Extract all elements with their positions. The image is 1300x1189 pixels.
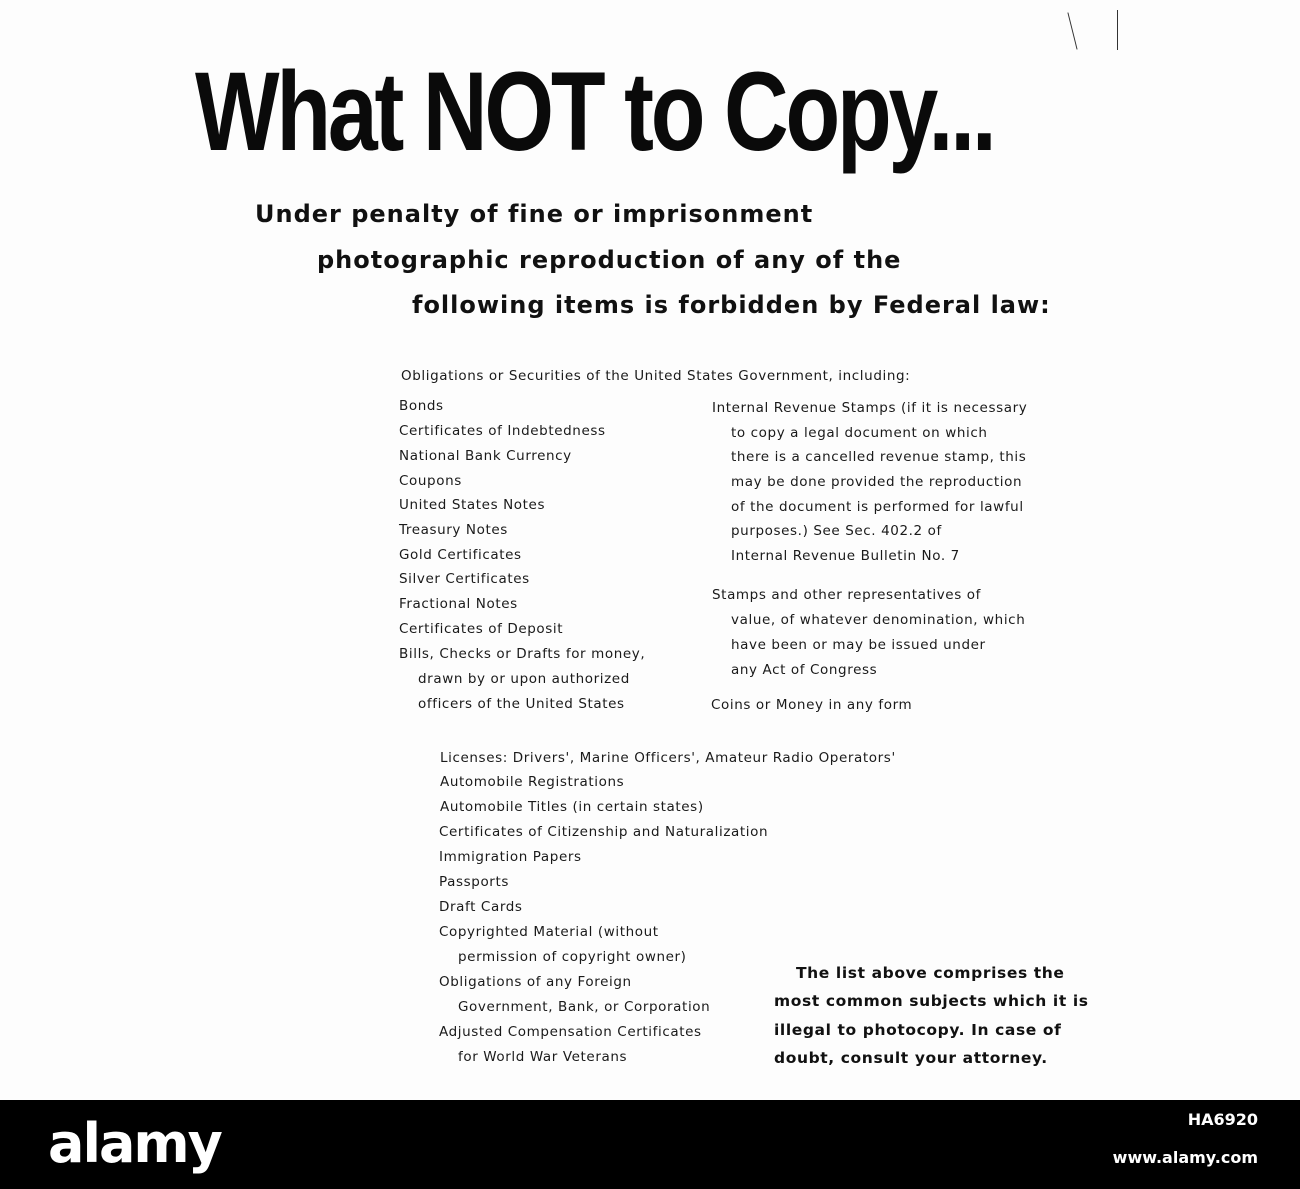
list-item-continuation: to copy a legal document on which xyxy=(731,425,988,441)
list-item-continuation: officers of the United States xyxy=(418,696,625,712)
note-line: most common subjects which it is xyxy=(774,992,1089,1010)
list-item: Certificates of Indebtedness xyxy=(399,423,606,439)
list-item: Obligations of any Foreign xyxy=(439,974,632,990)
site-url-label: www.alamy.com xyxy=(1112,1148,1258,1167)
list-item: Passports xyxy=(439,874,509,890)
list-item: Gold Certificates xyxy=(399,547,522,563)
image-id-label: HA6920 xyxy=(1187,1110,1258,1129)
list-item: Immigration Papers xyxy=(439,849,582,865)
list-item: Bonds xyxy=(399,398,444,414)
scratch-mark xyxy=(1067,12,1077,49)
list-item-continuation: have been or may be issued under xyxy=(731,637,986,653)
list-item-continuation: there is a cancelled revenue stamp, this xyxy=(731,449,1027,465)
list-item: Certificates of Citizenship and Naturalization xyxy=(439,824,769,840)
list-item: Draft Cards xyxy=(439,899,523,915)
note-line: illegal to photocopy. In case of xyxy=(774,1021,1062,1039)
list-item: National Bank Currency xyxy=(399,448,572,464)
note-line: The list above comprises the xyxy=(796,964,1065,982)
list-item: Automobile Titles (in certain states) xyxy=(440,799,704,815)
list-item: Coins or Money in any form xyxy=(711,697,913,713)
list-item: Silver Certificates xyxy=(399,571,530,587)
list-item-continuation: purposes.) See Sec. 402.2 of xyxy=(731,523,942,539)
list-item: Coupons xyxy=(399,473,462,489)
list-item-continuation: any Act of Congress xyxy=(731,662,878,678)
list-item: Internal Revenue Stamps (if it is necessary xyxy=(712,400,1028,416)
note-line: doubt, consult your attorney. xyxy=(774,1049,1048,1067)
watermark-footer xyxy=(0,1100,1300,1189)
list-item: Copyrighted Material (without xyxy=(439,924,659,940)
list-item-continuation: value, of whatever denomination, which xyxy=(731,612,1026,628)
list-item: Automobile Registrations xyxy=(440,774,625,790)
scratch-mark xyxy=(1117,10,1118,50)
list-item: Fractional Notes xyxy=(399,596,518,612)
list-item-continuation: permission of copyright owner) xyxy=(458,949,687,965)
list-item-continuation: Government, Bank, or Corporation xyxy=(458,999,711,1015)
list-item-continuation: of the document is performed for lawful xyxy=(731,499,1024,515)
list-item: Stamps and other representatives of xyxy=(712,587,981,603)
intro-text: Obligations or Securities of the United States Government, including: xyxy=(401,368,911,384)
list-item: Licenses: Drivers', Marine Officers', Amateur Radio Operators' xyxy=(440,750,896,766)
subtitle-line: Under penalty of fine or imprisonment xyxy=(255,200,814,228)
list-item: Treasury Notes xyxy=(399,522,508,538)
list-item: United States Notes xyxy=(399,497,546,513)
list-item: Adjusted Compensation Certificates xyxy=(439,1024,702,1040)
list-item: Certificates of Deposit xyxy=(399,621,564,637)
subtitle-line: following items is forbidden by Federal law: xyxy=(412,291,1051,319)
list-item-continuation: may be done provided the reproduction xyxy=(731,474,1023,490)
subtitle-line: photographic reproduction of any of the xyxy=(317,246,902,274)
page-title: What NOT to Copy... xyxy=(195,49,994,174)
brand-logo: alamy xyxy=(48,1112,221,1175)
list-item-continuation: drawn by or upon authorized xyxy=(418,671,630,687)
list-item-continuation: for World War Veterans xyxy=(458,1049,628,1065)
list-item: Bills, Checks or Drafts for money, xyxy=(399,646,646,662)
list-item-continuation: Internal Revenue Bulletin No. 7 xyxy=(731,548,960,564)
